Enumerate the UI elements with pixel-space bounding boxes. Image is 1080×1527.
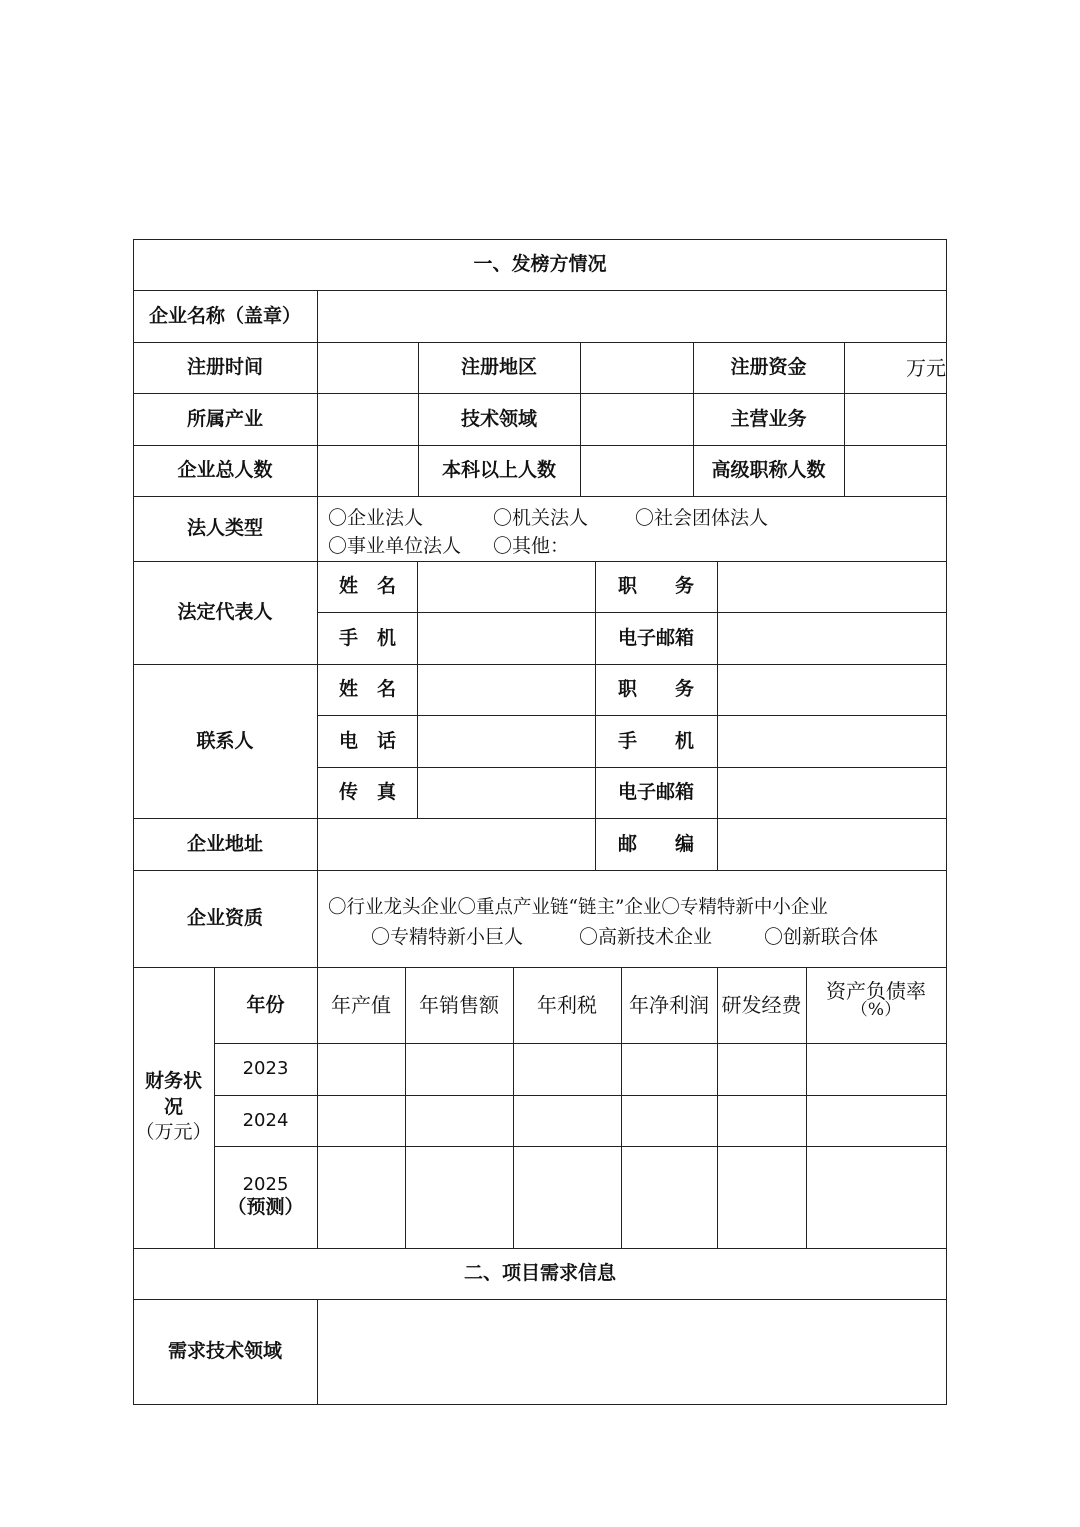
contact-mobile-label: 手 机 bbox=[617, 729, 694, 752]
reg-capital-field[interactable] bbox=[845, 343, 946, 393]
industry-field[interactable] bbox=[318, 394, 418, 444]
tech-demand-label: 需求技术领域 bbox=[167, 1340, 282, 1363]
finance-label-line-1: 财务状 bbox=[144, 1070, 202, 1093]
finance-header-output: 年产值 bbox=[331, 993, 391, 1017]
legal-type-option-government[interactable]: 〇机关法人 bbox=[493, 507, 589, 529]
debt-ratio-line-1: 资产负债率 bbox=[826, 979, 926, 1003]
reg-region-field[interactable] bbox=[581, 343, 693, 393]
rule bbox=[214, 1043, 947, 1044]
total-staff-label: 企业总人数 bbox=[177, 459, 273, 482]
rule bbox=[946, 239, 947, 1405]
finance-year-2025-value: 2025 bbox=[242, 1173, 289, 1195]
finance-label-line-2: 况 bbox=[163, 1095, 183, 1118]
reg-time-label: 注册时间 bbox=[186, 356, 263, 379]
contact-phone-label: 电 话 bbox=[338, 729, 396, 752]
tech-field-field[interactable] bbox=[581, 394, 693, 444]
rule bbox=[133, 1404, 947, 1405]
tech-demand-field[interactable] bbox=[318, 1300, 946, 1404]
legal-rep-name-label: 姓 名 bbox=[338, 575, 396, 598]
contact-position-field[interactable] bbox=[718, 665, 946, 715]
contact-mobile-field[interactable] bbox=[718, 716, 946, 767]
contact-position-label: 职 务 bbox=[617, 678, 694, 701]
rule bbox=[214, 1095, 947, 1096]
bachelor-staff-field[interactable] bbox=[581, 446, 693, 496]
qualification-option-little-giant[interactable]: 〇专精特新小巨人 bbox=[371, 926, 524, 948]
finance-year-2023: 2023 bbox=[242, 1058, 289, 1080]
contact-label: 联系人 bbox=[196, 729, 254, 752]
section-1-title: 一、发榜方情况 bbox=[473, 253, 607, 276]
legal-rep-mobile-label: 手 机 bbox=[338, 626, 396, 649]
reg-time-field[interactable] bbox=[318, 343, 418, 393]
finance-header-rnd: 研发经费 bbox=[721, 993, 802, 1017]
debt-ratio-line-2: （%） bbox=[850, 1000, 902, 1020]
main-business-field[interactable] bbox=[845, 394, 946, 444]
finance-label-line-3: （万元） bbox=[135, 1121, 212, 1144]
legal-rep-name-field[interactable] bbox=[418, 562, 595, 612]
legal-rep-position-field[interactable] bbox=[718, 562, 946, 612]
finance-year-2024: 2024 bbox=[242, 1109, 289, 1131]
postcode-label: 邮 编 bbox=[617, 832, 694, 855]
legal-type-label: 法人类型 bbox=[186, 517, 263, 540]
reg-capital-label: 注册资金 bbox=[730, 356, 807, 379]
qualification-option-innovation-consortium[interactable]: 〇创新联合体 bbox=[764, 926, 879, 948]
legal-type-option-social-group[interactable]: 〇社会团体法人 bbox=[635, 507, 769, 529]
senior-title-label: 高级职称人数 bbox=[711, 459, 826, 482]
total-staff-field[interactable] bbox=[318, 446, 418, 496]
contact-phone-field[interactable] bbox=[418, 716, 595, 767]
legal-rep-mobile-field[interactable] bbox=[418, 613, 595, 664]
finance-header-debt-ratio bbox=[806, 967, 946, 1043]
main-business-label: 主营业务 bbox=[730, 407, 807, 430]
finance-header-year: 年份 bbox=[246, 993, 285, 1016]
rule bbox=[214, 1146, 947, 1147]
qualification-option-high-tech[interactable]: 〇高新技术企业 bbox=[579, 926, 713, 948]
legal-rep-email-label: 电子邮箱 bbox=[617, 626, 694, 649]
qualification-options-line-1[interactable]: 〇行业龙头企业〇重点产业链“链主”企业〇专精特新中小企业 bbox=[328, 897, 828, 918]
contact-fax-label: 传 真 bbox=[338, 781, 396, 804]
legal-type-option-enterprise[interactable]: 〇企业法人 bbox=[328, 507, 424, 529]
contact-fax-field[interactable] bbox=[418, 768, 595, 818]
finance-label bbox=[133, 967, 214, 1248]
finance-header-net-profit: 年净利润 bbox=[629, 993, 709, 1017]
address-label: 企业地址 bbox=[186, 832, 263, 855]
senior-title-field[interactable] bbox=[845, 446, 946, 496]
address-field[interactable] bbox=[318, 819, 595, 870]
registration-form bbox=[133, 239, 947, 1405]
finance-year-2025-note: （预测） bbox=[227, 1196, 304, 1219]
qualification-label: 企业资质 bbox=[186, 907, 263, 930]
finance-year-2025 bbox=[214, 1146, 317, 1248]
finance-header-sales: 年销售额 bbox=[419, 993, 499, 1017]
reg-region-label: 注册地区 bbox=[460, 356, 537, 379]
contact-name-label: 姓 名 bbox=[338, 678, 396, 701]
company-name-field[interactable] bbox=[318, 291, 946, 341]
reg-capital-unit: 万元 bbox=[906, 356, 946, 380]
postcode-field[interactable] bbox=[718, 819, 946, 870]
legal-rep-label: 法定代表人 bbox=[177, 601, 273, 624]
company-name-label: 企业名称（盖章） bbox=[148, 304, 301, 327]
legal-rep-email-field[interactable] bbox=[718, 613, 946, 664]
legal-type-option-institution[interactable]: 〇事业单位法人 bbox=[328, 535, 462, 557]
legal-type-option-other[interactable]: 〇其他： bbox=[493, 535, 570, 557]
tech-field-label: 技术领域 bbox=[460, 407, 537, 430]
finance-header-tax: 年利税 bbox=[537, 993, 597, 1017]
contact-email-field[interactable] bbox=[718, 768, 946, 818]
legal-rep-position-label: 职 务 bbox=[617, 575, 694, 598]
section-2-title: 二、项目需求信息 bbox=[463, 1262, 616, 1285]
bachelor-staff-label: 本科以上人数 bbox=[441, 459, 556, 482]
contact-name-field[interactable] bbox=[418, 665, 595, 715]
industry-label: 所属产业 bbox=[186, 407, 263, 430]
contact-email-label: 电子邮箱 bbox=[617, 781, 694, 804]
